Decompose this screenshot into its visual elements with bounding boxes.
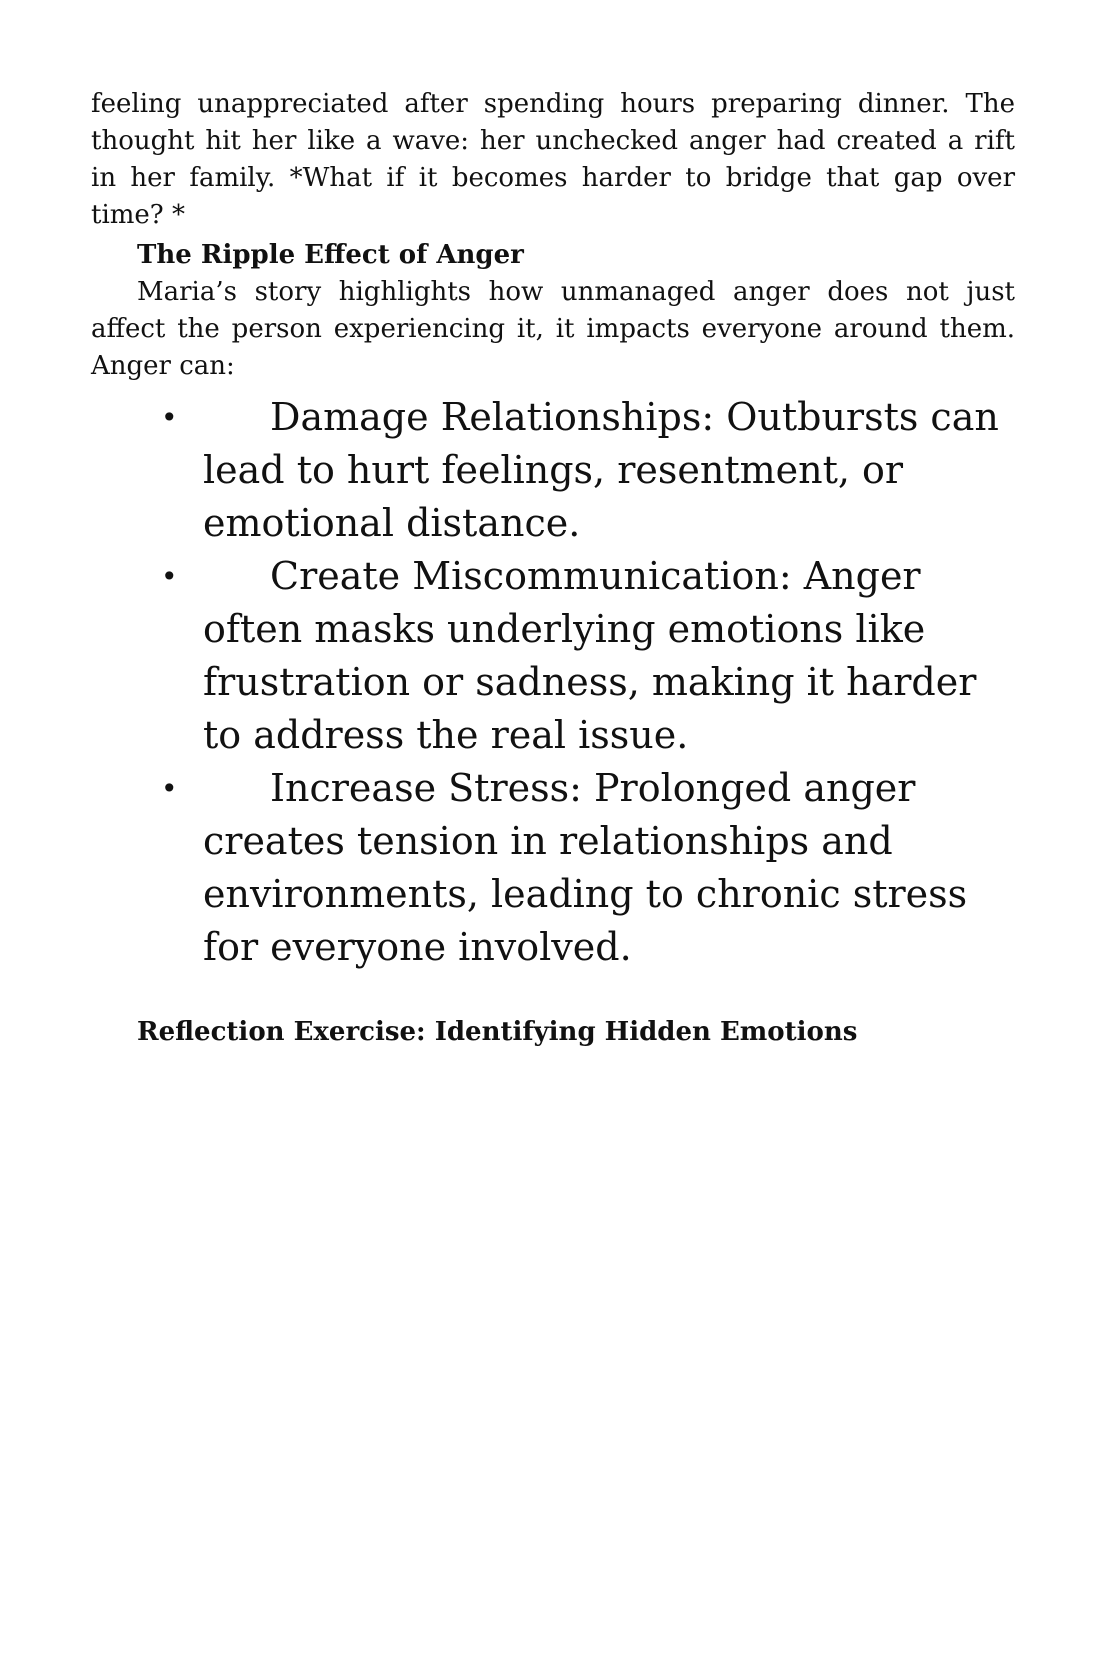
list-item bbox=[91, 550, 1015, 762]
bullet-icon: • bbox=[161, 401, 178, 434]
section-heading: The Ripple Effect of Anger bbox=[137, 240, 524, 270]
list-item bbox=[91, 762, 1015, 974]
exercise-heading: Reflection Exercise: Identifying Hidden Emotions bbox=[137, 1017, 858, 1047]
bullet-text: Increase Stress: Prolonged anger creates tension in relationships and environments, leading to chronic stress for everyone involved. bbox=[203, 766, 968, 969]
list-item bbox=[91, 391, 1015, 550]
bullet-icon: • bbox=[161, 560, 178, 593]
bullet-text: Create Miscommunication: Anger often masks underlying emotions like frustration or sadness, making it harder to address the real issue. bbox=[203, 554, 977, 757]
section-paragraph: Maria’s story highlights how unmanaged anger does not just affect the person experiencing it, it impacts everyone around them. Anger can: bbox=[91, 277, 1015, 381]
bullet-list bbox=[91, 391, 1015, 974]
intro-paragraph: feeling unappreciated after spending hours preparing dinner. The thought hit her like a wave: her unchecked anger had created a rift in her family. *What if it becomes harder to bridge that gap over time? * bbox=[91, 89, 1015, 230]
bullet-text: Damage Relationships: Outbursts can lead to hurt feelings, resentment, or emotional distance. bbox=[203, 395, 999, 545]
bullet-icon: • bbox=[161, 772, 178, 805]
document-page bbox=[91, 86, 1015, 1051]
